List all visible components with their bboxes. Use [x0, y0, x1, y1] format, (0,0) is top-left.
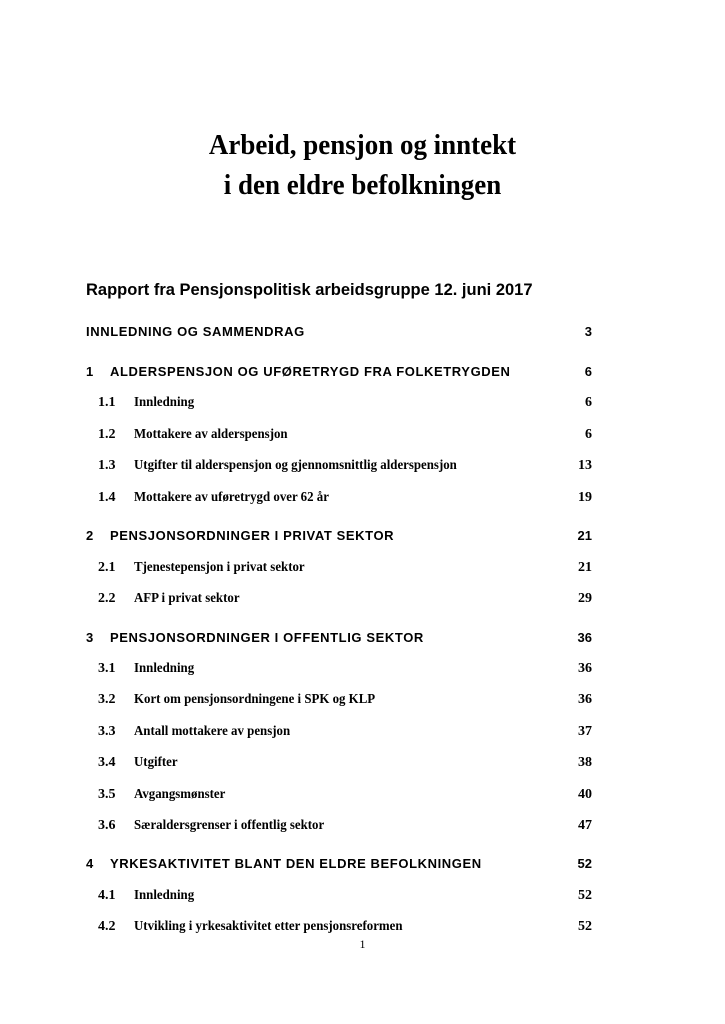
- toc-entry-number: 3.6: [98, 818, 116, 833]
- toc-entry-label: Innledning: [134, 395, 195, 410]
- toc-entry[interactable]: [86, 558, 592, 578]
- document-title-line-2: i den eldre befolkningen: [223, 169, 502, 201]
- toc-entry-label: PENSJONSORDNINGER I OFFENTLIG SEKTOR: [110, 630, 424, 645]
- toc-entry[interactable]: [86, 488, 592, 508]
- toc-entry[interactable]: [86, 785, 592, 805]
- toc-entry-page: 52: [578, 919, 592, 934]
- toc-entry-page: 3: [584, 324, 592, 339]
- toc-entry-page: 38: [578, 755, 592, 770]
- toc-entry-number: 1: [86, 364, 94, 379]
- toc-entry-label: Tjenestepensjon i privat sektor: [134, 560, 305, 575]
- report-subtitle: Rapport fra Pensjonspolitisk arbeidsgruppe 12. juni 2017: [86, 281, 533, 299]
- toc-entry-number: 3.1: [98, 661, 116, 676]
- toc-entry[interactable]: [86, 753, 592, 773]
- toc-entry[interactable]: [86, 362, 592, 382]
- toc-entry[interactable]: [86, 659, 592, 679]
- toc-entry-number: 1.3: [98, 458, 116, 473]
- toc-entry[interactable]: [86, 886, 592, 906]
- toc-entry-page: 6: [584, 364, 592, 379]
- toc-entry[interactable]: [86, 589, 592, 609]
- toc-entry-number: 3.2: [98, 692, 116, 707]
- toc-entry-label: Avgangsmønster: [134, 787, 226, 802]
- toc-entry-label: Utgifter til alderspensjon og gjennomsnittlig alderspensjon: [134, 458, 457, 473]
- toc-entry-page: 21: [578, 560, 592, 575]
- toc-entry-label: INNLEDNING OG SAMMENDRAG: [86, 324, 305, 339]
- toc-entry-label: PENSJONSORDNINGER I PRIVAT SEKTOR: [110, 528, 395, 543]
- toc-entry-label: Særaldersgrenser i offentlig sektor: [134, 818, 325, 833]
- toc-entry-label: Mottakere av uføretrygd over 62 år: [134, 490, 329, 505]
- toc-entry[interactable]: [86, 917, 592, 937]
- toc-entry[interactable]: [86, 322, 592, 342]
- toc-entry-page: 37: [578, 724, 592, 739]
- toc-entry-number: 4.1: [98, 888, 116, 903]
- toc-entry-label: Kort om pensjonsordningene i SPK og KLP: [134, 692, 376, 707]
- toc-entry-page: 36: [577, 630, 592, 645]
- toc-entry[interactable]: [86, 722, 592, 742]
- toc-entry[interactable]: [86, 816, 592, 836]
- toc-entry-number: 3.3: [98, 724, 116, 739]
- toc-entry-label: Antall mottakere av pensjon: [134, 724, 291, 739]
- toc-entry-number: 4.2: [98, 919, 116, 934]
- toc-entry-label: AFP i privat sektor: [134, 591, 240, 606]
- toc-entry-number: 1.4: [98, 490, 116, 505]
- toc-entry-page: 6: [585, 395, 592, 410]
- toc-entry-number: 2: [86, 528, 94, 543]
- toc-entry-page: 36: [578, 661, 592, 676]
- toc-entry[interactable]: [86, 393, 592, 413]
- toc-entry-label: Innledning: [134, 661, 195, 676]
- toc-entry-page: 52: [578, 888, 592, 903]
- toc-entry-label: YRKESAKTIVITET BLANT DEN ELDRE BEFOLKNINGEN: [110, 856, 482, 871]
- toc-entry[interactable]: [86, 854, 592, 874]
- toc-entry[interactable]: [86, 425, 592, 445]
- toc-entry-number: 2.1: [98, 560, 116, 575]
- toc-entry-number: 1.1: [98, 395, 116, 410]
- toc-entry-page: 36: [578, 692, 592, 707]
- toc-entry-page: 19: [578, 490, 592, 505]
- toc-entry-number: 3.4: [98, 755, 116, 770]
- toc-entry-number: 3: [86, 630, 94, 645]
- page-number: 1: [359, 937, 366, 951]
- toc-entry-page: 13: [578, 458, 592, 473]
- toc-entry-label: ALDERSPENSJON OG UFØRETRYGD FRA FOLKETRYGDEN: [110, 364, 511, 379]
- toc-entry[interactable]: [86, 690, 592, 710]
- toc-entry-number: 3.5: [98, 787, 116, 802]
- toc-entry-label: Utvikling i yrkesaktivitet etter pensjonsreformen: [134, 919, 403, 934]
- toc-entry-label: Utgifter: [134, 755, 178, 770]
- toc-entry[interactable]: [86, 456, 592, 476]
- toc-entry-page: 40: [578, 787, 592, 802]
- toc-entry-page: 52: [577, 856, 592, 871]
- toc-entry[interactable]: [86, 526, 592, 546]
- toc-entry-page: 47: [578, 818, 592, 833]
- toc-entry[interactable]: [86, 628, 592, 648]
- toc-entry-page: 6: [585, 427, 592, 442]
- document-title-line-1: Arbeid, pensjon og inntekt: [208, 129, 517, 161]
- toc-entry-label: Mottakere av alderspensjon: [134, 427, 288, 442]
- toc-entry-page: 21: [577, 528, 592, 543]
- toc-entry-page: 29: [578, 591, 592, 606]
- toc-entry-number: 4: [86, 856, 94, 871]
- toc-entry-label: Innledning: [134, 888, 195, 903]
- toc-entry-number: 2.2: [98, 591, 116, 606]
- toc-entry-number: 1.2: [98, 427, 116, 442]
